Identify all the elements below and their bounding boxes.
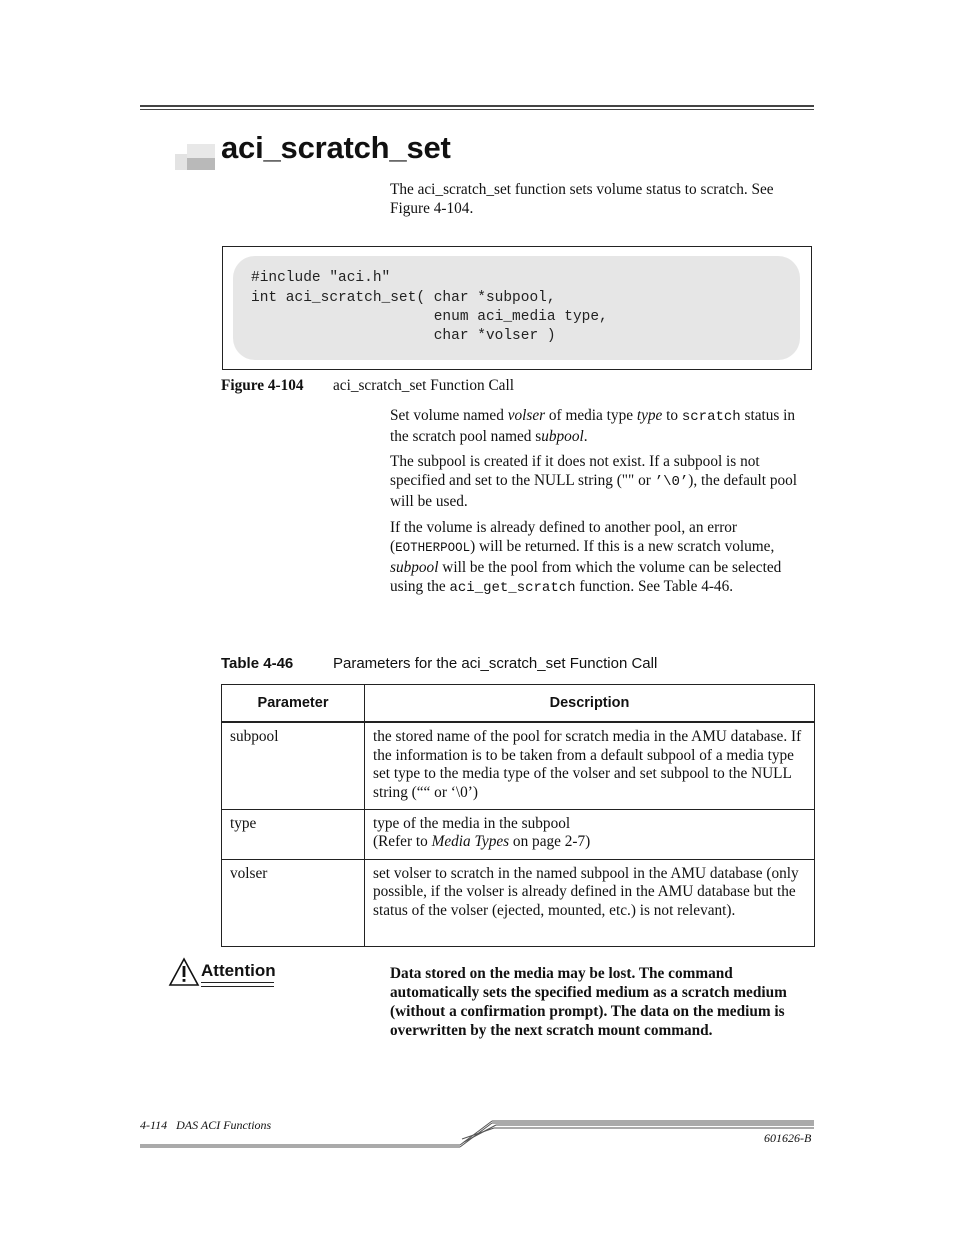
- parameters-table: [221, 684, 815, 947]
- code-scratch: scratch: [681, 409, 741, 425]
- param-cell: subpool: [222, 722, 365, 809]
- text-run: .: [583, 428, 588, 445]
- figure-caption-text: aci_scratch_set Function Call: [333, 377, 514, 394]
- column-header-parameter: Parameter: [222, 685, 365, 723]
- param-cell: volser: [222, 859, 365, 946]
- title-decoration-shade: [187, 158, 215, 170]
- italic-subpool: ubpool: [541, 428, 584, 445]
- code-line: #include "aci.h": [251, 270, 391, 286]
- code-line: enum aci_media type,: [251, 309, 608, 325]
- table-row: [222, 722, 815, 809]
- code-error-name: EOTHERPOOL: [395, 541, 471, 555]
- text-run: on page 2-7): [509, 833, 591, 851]
- attention-underline-second: [201, 986, 274, 987]
- code-line: char *volser ): [251, 328, 556, 344]
- figure-caption: [221, 377, 514, 395]
- text-run: of media type: [545, 407, 637, 424]
- paragraph-already-defined: [390, 518, 814, 598]
- table-row: [222, 859, 815, 946]
- code-line: int aci_scratch_set( char *subpool,: [251, 290, 556, 306]
- page-title: aci_scratch_set: [221, 130, 451, 165]
- description-cell: the stored name of the pool for scratch media in the AMU database. If the information is to be taken from a default subpool of a media type set type to the media type of the volser and set subpool to the NULL string (““ or ‘\0’): [365, 722, 815, 809]
- description-cell: [365, 809, 815, 859]
- italic-volser: volser: [507, 407, 546, 424]
- table-row: [222, 809, 815, 859]
- attention-underline: [201, 982, 274, 983]
- warning-triangle-icon: [168, 957, 200, 987]
- table-header-row: [222, 685, 815, 723]
- text-run: ) will be returned. If this is a new scratch volume,: [470, 538, 775, 555]
- column-header-description: Description: [365, 685, 815, 723]
- text-run: ), the default pool will be used.: [390, 472, 798, 510]
- footer-page-reference: 4-114 DAS ACI Functions: [140, 1118, 272, 1132]
- text-run: The subpool is created if it does not exist. If a subpool is not specified and set to the NULL string ("" or: [390, 453, 760, 489]
- header-rule-top: [140, 105, 814, 107]
- figure-label: Figure 4-104: [221, 377, 304, 394]
- code-function-name: aci_get_scratch: [449, 580, 576, 596]
- italic-subpool: subpool: [390, 559, 439, 576]
- description-cell: set volser to scratch in the named subpool in the AMU database (only possible, if the volser is already defined in the AMU database but the status of the volser (ejected, mounted, etc.) is not relevant).: [365, 859, 815, 946]
- code-null-string: ’\0’: [654, 474, 689, 490]
- attention-text: Data stored on the media may be lost. The command automatically sets the specified medium as a scratch medium (without a confirmation prompt). The data on the medium is overwritten by the next scratch mount command.: [390, 965, 787, 1039]
- footer-document-number: 601626-B: [764, 1131, 812, 1145]
- paragraph-subpool-created: [390, 452, 814, 511]
- text-run: will be the pool from which the volume can be selected using the: [390, 559, 782, 595]
- description-line: [373, 833, 806, 852]
- text-run: (Refer to: [373, 833, 432, 851]
- intro-paragraph: The aci_scratch_set function sets volume status to scratch. See Figure 4-104.: [390, 181, 774, 217]
- description-line: type of the media in the subpool: [373, 814, 571, 832]
- table-caption-text: Parameters for the aci_scratch_set Function Call: [333, 655, 658, 672]
- text-run: If the volume is already defined to another pool, an error (: [390, 519, 738, 555]
- code-block: [233, 256, 800, 360]
- table-label: Table 4-46: [221, 655, 294, 672]
- text-run: Set volume named: [390, 407, 508, 424]
- cross-reference: Media Types: [431, 833, 510, 851]
- italic-type: type: [636, 407, 663, 424]
- text-run: status in the scratch pool named s: [390, 407, 796, 445]
- attention-label: Attention: [201, 961, 276, 980]
- text-run: to: [662, 407, 682, 424]
- param-cell: type: [222, 809, 365, 859]
- header-rule-bottom: [140, 109, 814, 110]
- text-run: function. See Table 4-46.: [575, 578, 734, 595]
- table-caption: [221, 655, 658, 672]
- paragraph-volume-named: [390, 406, 814, 446]
